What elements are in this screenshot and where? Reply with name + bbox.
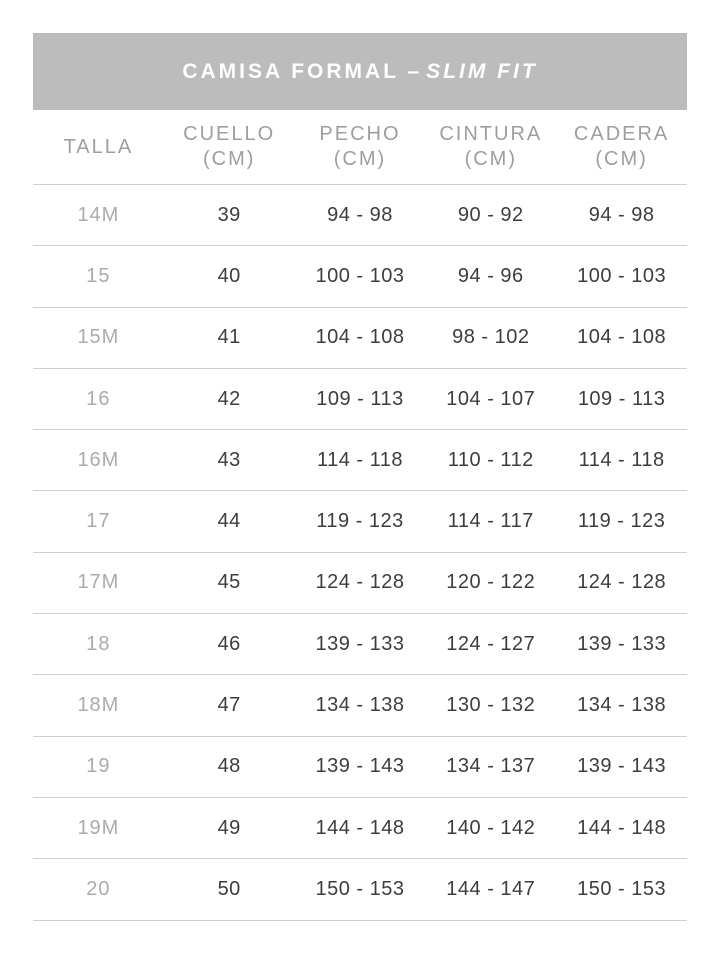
cell-cadera: 134 - 138 [577,694,667,717]
cell-cuello: 48 [217,755,241,778]
table-row [33,737,687,798]
cell-cintura: 104 - 107 [446,387,536,410]
cell-cadera: 114 - 118 [578,448,665,471]
cell-cintura: 120 - 122 [446,571,536,594]
cell-cadera: 104 - 108 [577,326,667,349]
cell-pecho: 109 - 113 [316,387,404,410]
table-row [33,430,687,491]
cell-cintura: 98 - 102 [452,326,530,349]
cell-cuello: 43 [217,448,241,471]
column-label: CINTURA [439,123,543,145]
cell-pecho: 104 - 108 [315,326,405,349]
cell-cintura: 110 - 112 [447,448,534,471]
cell-talla: 18M [77,694,120,717]
table-body [33,185,687,921]
cell-talla: 20 [86,877,111,900]
column-unit: (CM) [595,148,648,170]
cell-cintura: 94 - 96 [457,264,524,287]
cell-talla: 15 [86,264,111,287]
cell-cuello: 40 [217,264,241,287]
cell-cadera: 139 - 143 [577,755,667,778]
cell-cintura: 90 - 92 [457,203,524,226]
cell-cuello: 45 [217,571,241,594]
column-label: CUELLO [183,123,276,145]
cell-cintura: 114 - 117 [447,510,534,533]
table-row [33,675,687,736]
cell-cintura: 124 - 127 [446,632,536,655]
cell-talla: 17M [77,571,120,594]
cell-pecho: 100 - 103 [315,264,405,287]
table-row [33,369,687,430]
cell-cadera: 109 - 113 [577,387,666,410]
cell-cadera: 150 - 153 [577,877,667,900]
cell-talla: 19M [77,816,120,839]
cell-cuello: 50 [217,877,241,900]
table-row [33,308,687,369]
cell-cuello: 39 [217,203,241,226]
cell-cuello: 41 [217,326,241,349]
column-label: PECHO [319,123,401,145]
column-unit: (CM) [202,148,256,170]
cell-cadera: 139 - 133 [577,632,667,655]
cell-cuello: 49 [217,816,241,839]
cell-pecho: 150 - 153 [315,877,405,900]
table-row [33,614,687,675]
column-header-pecho [295,122,426,172]
cell-cuello: 44 [217,510,241,533]
cell-talla: 15M [77,326,120,349]
cell-pecho: 94 - 98 [327,203,393,226]
cell-cadera: 94 - 98 [588,203,655,226]
cell-cintura: 130 - 132 [446,694,536,717]
cell-talla: 16M [77,448,120,471]
column-label: TALLA [63,135,134,158]
cell-cadera: 100 - 103 [577,264,667,287]
chart-title-main: CAMISA FORMAL – [182,59,423,83]
column-header-cadera [556,122,687,172]
cell-cadera: 144 - 148 [577,816,667,839]
cell-pecho: 139 - 143 [315,755,405,778]
table-row [33,553,687,614]
table-header-row [33,110,687,185]
column-unit: (CM) [464,148,517,170]
column-header-talla [33,135,164,160]
cell-talla: 17 [86,510,111,533]
cell-pecho: 124 - 128 [315,571,405,594]
table-row [33,185,687,246]
table-row [33,491,687,552]
column-unit: (CM) [333,148,387,170]
cell-pecho: 134 - 138 [315,694,405,717]
cell-cintura: 144 - 147 [446,877,536,900]
chart-title-fit: SLIM FIT [426,59,538,83]
cell-talla: 18 [86,632,111,655]
cell-cintura: 134 - 137 [446,755,536,778]
cell-talla: 16 [86,387,111,410]
cell-talla: 19 [86,755,111,778]
table-row [33,246,687,307]
table-row [33,859,687,920]
cell-cuello: 42 [217,387,241,410]
cell-pecho: 144 - 148 [315,816,405,839]
cell-pecho: 139 - 133 [315,632,405,655]
chart-title-banner [33,33,687,110]
cell-cuello: 47 [217,694,241,717]
cell-cadera: 119 - 123 [577,510,666,533]
cell-cadera: 124 - 128 [577,571,667,594]
column-header-cuello [164,122,295,172]
cell-cuello: 46 [217,632,241,655]
column-label: CADERA [573,123,670,145]
cell-cintura: 140 - 142 [446,816,536,839]
cell-pecho: 119 - 123 [316,510,404,533]
cell-talla: 14M [77,203,120,226]
column-header-cintura [425,122,556,172]
table-row [33,798,687,859]
chart-title [182,60,537,84]
cell-pecho: 114 - 118 [316,448,404,471]
